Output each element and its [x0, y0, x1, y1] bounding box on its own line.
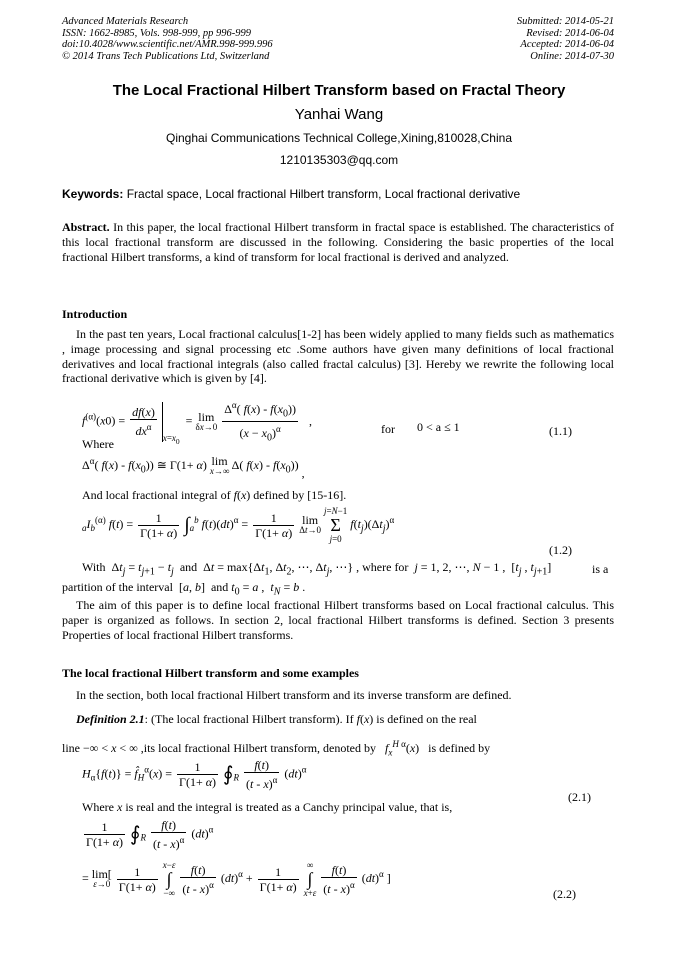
intro-heading: Introduction [62, 307, 128, 321]
where-x-pre: Where [82, 800, 117, 814]
equation-number-2-2: (2.2) [553, 887, 576, 901]
partition-line: partition of the interval [a, b] and $t_0 = a$ , $t_N = b$ . [62, 580, 306, 598]
line-definition: line −∞ < x < ∞ ,its local fractional Hilbert transform, denoted by $f_x^{H \alpha}(x)$ is defined by [62, 739, 491, 758]
integral-intro-pre: And local fractional integral of [82, 488, 234, 502]
section2-heading: The local fractional Hilbert transform and some examples [62, 666, 359, 680]
paper-title: The Local Fractional Hilbert Transform based on Fractal Theory [112, 82, 566, 99]
intro-paragraph-1: In the past ten years, Local fractional calculus[1-2] has been widely applied to many fields such as mathematics , image processing and signal processing etc .Some authors have given many definitions of local fractional derivatives and local fractional integrals (also called fractal calculus) [3]. Hereby we rewrite the following local fractional derivative which is given by [4]. [62, 327, 614, 386]
is-a: is a [592, 562, 609, 576]
with-word: With [82, 560, 106, 574]
equation-2-2-rhs: = lim[ ε→0 $\frac{1}{\Gamma(1+ \alpha)}$ x−ε ∫ −∞ $\frac{f(t)}{(t - x)^\alpha}$ (dt)$^\alpha$ + $\frac{1}{\Gamma(1+ \alpha)}$ ∞ ∫ x+ε $\frac{f(t)}{(t - x)^\alpha}$ (dt)$^\alpha$ ] [82, 860, 391, 898]
date-online: Online: 2014-07-30 [530, 50, 614, 62]
definition-label: Definition 2.1 [76, 712, 145, 726]
journal-copyright: © 2014 Trans Tech Publications Ltd, Switzerland [62, 50, 270, 62]
line-text: ,its local fractional Hilbert transform, denoted by [137, 741, 377, 755]
journal-issn: ISSN: 1662-8985, Vols. 998-999, pp 996-999 [62, 27, 251, 39]
equation-number-2-1: (2.1) [568, 790, 591, 804]
date-revised: Revised: 2014-06-04 [526, 27, 614, 39]
where-label: Where [82, 437, 114, 451]
equation-number-1-1: (1.1) [549, 424, 572, 438]
with-line: With $\Delta t_j = t_{j+1} - t_j$ and $\Delta t = \max\{\Delta t_1$, $\Delta t_2$, ⋯, $\Delta t_j$, ⋯} , where for j = 1, 2, ⋯, N − 1 , [$t_j$ , $t_{j+1}$] [82, 560, 552, 578]
section2-paragraph-1: In the section, both local fractional Hilbert transform and its inverse transform are defined. [76, 688, 512, 702]
keywords [62, 187, 520, 201]
definition-text-1: : (The local fractional Hilbert transform). If [144, 712, 357, 726]
equation-delta: $\Delta^\alpha$( $f(x) - f(x_0)$) ≅ Γ(1+ α) lim x→∞ Δ( $f(x) - f(x_0)$) , [82, 454, 305, 480]
equation-number-1-2: (1.2) [549, 543, 572, 557]
integral-intro-post: defined by [15-16]. [250, 488, 347, 502]
for-word: for [381, 422, 395, 436]
equation-2-1: $H_\alpha\{f(t)\}$ = $f̂_H^\alpha(x)$ = $\frac{1}{\Gamma(1+ \alpha)}$ $∮_R$ $\frac{f(t)}{(t - x)^\alpha}$ (dt)$^\alpha$ [82, 758, 307, 791]
equation-2-2-lhs: $\frac{1}{\Gamma(1+ \alpha)}$ $∮_R$ $\frac{f(t)}{(t - x)^\alpha}$ (dt)$^\alpha$ [86, 818, 214, 851]
line-word: line [62, 741, 80, 755]
defined-by: is defined by [428, 741, 491, 755]
journal-doi: doi:10.4028/www.scientific.net/AMR.998-999.996 [62, 39, 273, 50]
partition-word: partition of the interval [62, 580, 173, 594]
intro-paragraph-3: The aim of this paper is to define local fractional Hilbert transforms based on Local fractional calculus. This paper is organized as follows. In section 2, local fractional Hilbert transforms is defined. Section 3 presents Properties of local fractional Hilbert transforms. [62, 598, 614, 642]
abstract-text: In this paper, the local fractional Hilbert transform in fractal space is established. The characteristics of this local fractional transform are discussed in the following. Considering the basic properties of the local fractional Hilbert transforms, a kind of transform for local fractional is derived and analyzed. [62, 220, 614, 264]
keywords-text: Fractal space, Local fractional Hilbert transform, Local fractional derivative [123, 187, 521, 201]
journal-header-left [62, 16, 273, 62]
author-name: Yanhai Wang [294, 106, 384, 123]
and-word: and [179, 560, 198, 574]
where-for: , where for [356, 560, 409, 574]
author-affiliation: Qinghai Communications Technical College,Xining,810028,China [166, 131, 512, 145]
where-x: Where x is real and the integral is treated as a Canchy principal value, that is, [82, 800, 453, 814]
author-email: 1210135303@qq.com [279, 153, 399, 167]
journal-name: Advanced Materials Research [62, 16, 189, 27]
keywords-label: Keywords: [62, 187, 124, 201]
integral-intro: And local fractional integral of f(x) defined by [15-16]. [82, 488, 347, 502]
equation-1-1: $f^{(\alpha)}(x0)$ = $\frac{df(x)}{dx^\alpha}$ $_{x=x_0}$ = lim δx→0 $\frac{\Delta^\alpha( f(x) - f(x_0))}{(x - x_0)^\alpha}$ , [82, 400, 312, 446]
abstract-label: Abstract. [62, 220, 110, 234]
and2-word: and [210, 580, 229, 594]
date-accepted: Accepted: 2014-06-04 [520, 39, 614, 50]
journal-header-right [517, 16, 614, 62]
date-submitted: Submitted: 2014-05-21 [516, 16, 614, 27]
alpha-condition: 0 < a ≤ 1 [417, 420, 460, 434]
where-x-post: is real and the integral is treated as a Canchy principal value, that is, [122, 800, 453, 814]
equation-1-2: $_aI_b^{(\alpha)}$ f(t) = $\frac{1}{\Gamma(1+ \alpha)}$ $\int_a^b$ f(t)(dt)$^\alpha$ = $\frac{1}{\Gamma(1+ \alpha)}$ lim Δt→0 j=N−1 Σ j=0 $f(t_j)(\Delta t_j)^\alpha$ [82, 506, 395, 544]
abstract [62, 220, 614, 264]
definition-2-1: Definition 2.1: (The local fractional Hilbert transform). If f(x) is defined on the real [76, 712, 477, 726]
definition-text-2: is defined on the real [373, 712, 477, 726]
